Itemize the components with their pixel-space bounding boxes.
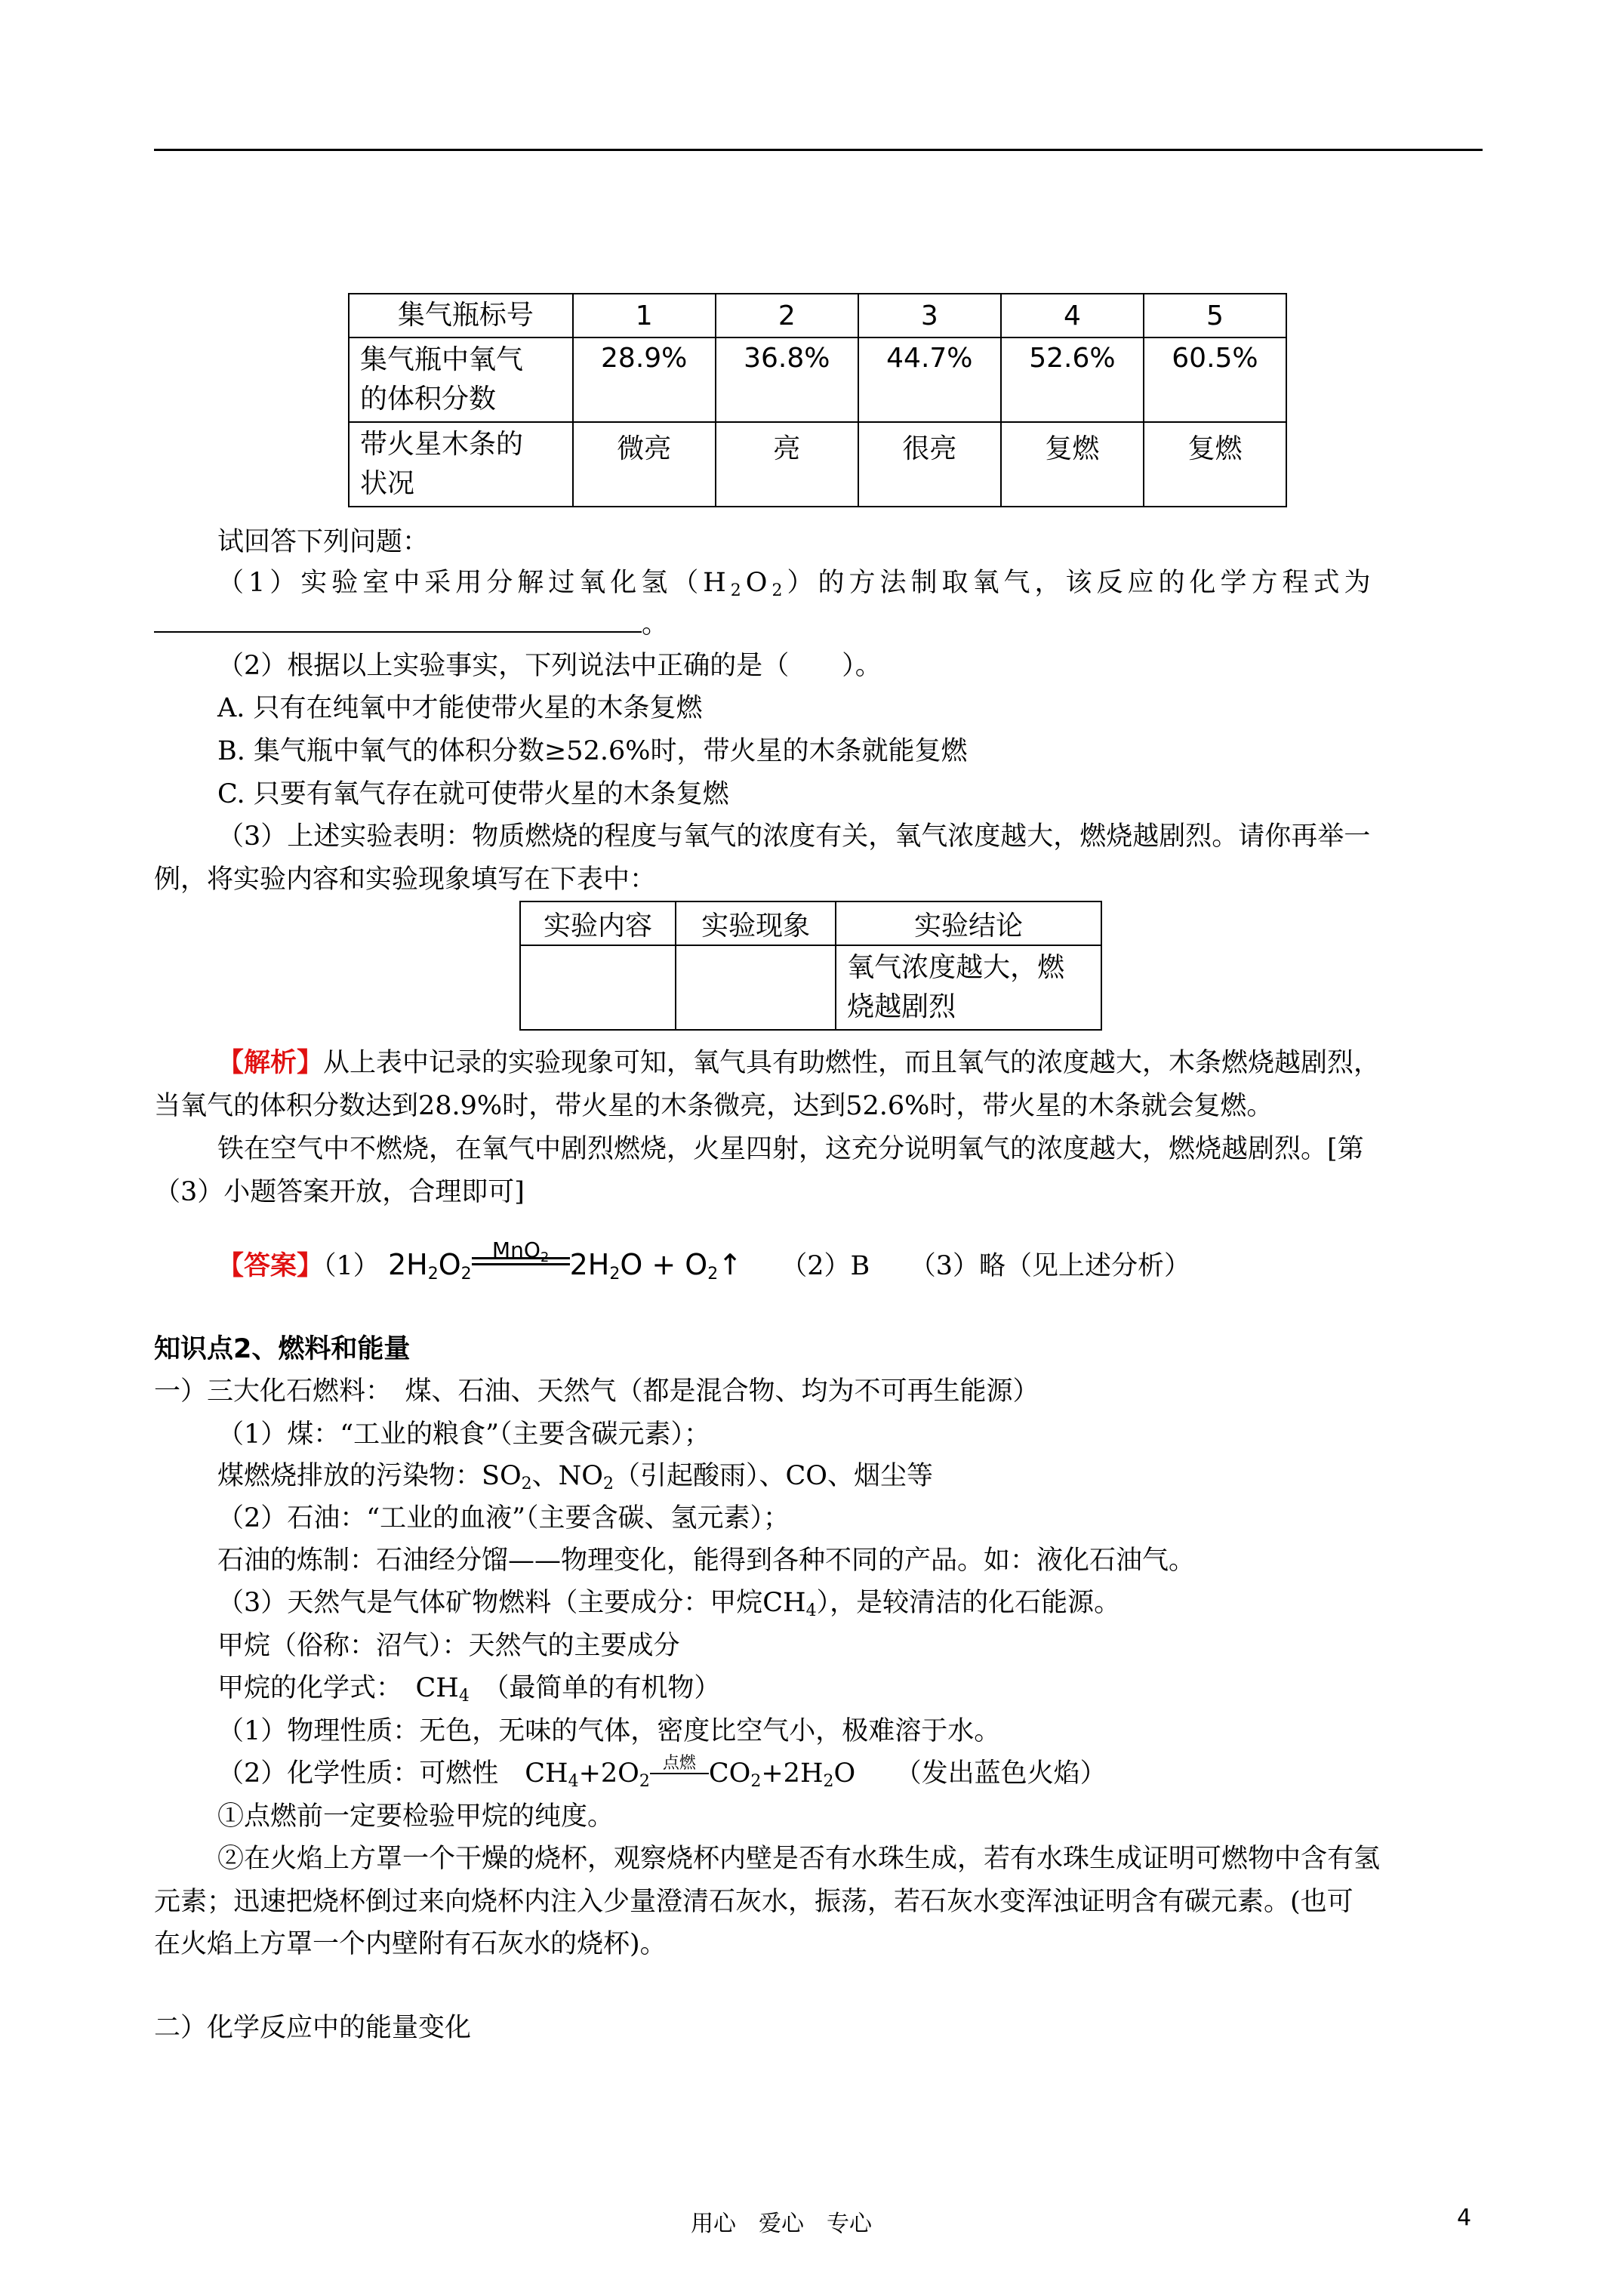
question-1-blank-line [154, 604, 668, 643]
table-cell: 复燃 [1001, 422, 1144, 507]
question-2: （2）根据以上实验事实，下列说法中正确的是（ ）。 [217, 651, 882, 681]
condition-label: 点燃 [650, 1755, 709, 1774]
oil-line2: 石油的炼制：石油经分馏——物理变化，能得到各种不同的产品。如：液化石油气。 [217, 1546, 1196, 1576]
methane-line2: 甲烷的化学式： $CH_4$ （最简单的有机物） [217, 1673, 721, 1706]
question-1 [217, 564, 1483, 602]
subscript: 2 [730, 581, 746, 600]
catalyst-label: MnO$_2$ [491, 1237, 550, 1265]
answer-text: （1） [323, 1251, 380, 1281]
oil-line1: （2）石油：“工业的血液”（主要含碳、氢元素）； [217, 1503, 790, 1533]
answer-text: （2）B （3）略（见上述分析） [781, 1251, 1190, 1281]
table-header-cell: 4 [1001, 294, 1144, 337]
table-header-cell: 实验结论 [836, 901, 1101, 945]
step-1: ①点燃前一定要检验甲烷的纯度。 [217, 1801, 614, 1832]
table-header-cell: 实验现象 [676, 901, 836, 945]
experiment-phenomenon-cell[interactable] [676, 945, 836, 1030]
option-c: C. 只要有氧气存在就可使带火星的木条复燃 [217, 779, 729, 809]
period: 。 [642, 609, 669, 639]
experiment-fill-table [519, 901, 1102, 1031]
table-cell: 微亮 [573, 422, 716, 507]
footer-text: 用心 爱心 专心 [691, 2211, 872, 2237]
label-line: 带火星木条的 [360, 429, 524, 460]
table-header-cell: 1 [573, 294, 716, 337]
answer-blank[interactable] [154, 604, 642, 633]
table-row [349, 294, 1286, 337]
table-cell: 60.5% [1144, 337, 1286, 422]
table-cell: 很亮 [858, 422, 1001, 507]
option-a: A. 只有在纯氧中才能使带火星的木条复燃 [217, 693, 703, 723]
methane-line1: 甲烷（俗称：沼气）：天然气的主要成分 [217, 1631, 680, 1661]
analysis-line4: （3）小题答案开放，合理即可] [154, 1177, 525, 1207]
gas-line1: （3）天然气是气体矿物燃料（主要成分：甲烷$CH_4$），是较清洁的化石能源。 [217, 1588, 1121, 1620]
table-header-cell: 集气瓶标号 [349, 294, 573, 337]
table-cell: 52.6% [1001, 337, 1144, 422]
section-1-title: 一）三大化石燃料： 煤、石油、天然气（都是混合物、均为不可再生能源） [154, 1376, 1039, 1407]
analysis-line2: 当氧气的体积分数达到28.9%时，带火星的木条微亮，达到52.6%时，带火星的木条就会复燃。 [154, 1091, 1273, 1121]
experiment-content-cell[interactable] [520, 945, 676, 1030]
step-2-line2: 元素；迅速把烧杯倒过来向烧杯内注入少量澄清石灰水，振荡，若石灰水变浑浊证明含有碳元素。(也可 [154, 1887, 1354, 1917]
chemical-property: （2）化学性质：可燃性 $CH_4+2O_2$ 点燃 $CO_2+2H_2O$ （发出蓝色火焰） [217, 1754, 1107, 1791]
answer-tag: 【答案】 [217, 1251, 324, 1281]
table-header-cell: 3 [858, 294, 1001, 337]
table-header-cell: 5 [1144, 294, 1286, 337]
label-line: 状况 [360, 468, 415, 499]
subscript: 2 [771, 581, 787, 600]
knowledge-point-2-title: 知识点2、燃料和能量 [154, 1334, 411, 1364]
table-row [349, 337, 1286, 422]
table-row [520, 901, 1101, 945]
table-cell: 36.8% [716, 337, 858, 422]
step-2-line3: 在火焰上方罩一个内壁附有石灰水的烧杯)。 [154, 1929, 667, 1959]
label-line: 集气瓶中氧气 [360, 344, 524, 375]
question-3-line2: 例，将实验内容和实验现象填写在下表中： [154, 864, 657, 895]
question-1-text: （1）实验室中采用分解过氧化氢（H [217, 568, 731, 598]
question-1-text: O [745, 568, 772, 598]
step-2-line1: ②在火焰上方罩一个干燥的烧杯，观察烧杯内壁是否有水珠生成，若有水珠生成证明可燃物中含有氢 [217, 1844, 1381, 1874]
label-line: 氧气浓度越大，燃 [847, 952, 1065, 983]
physical-property: （1）物理性质：无色，无味的气体，密度比空气小，极难溶于水。 [217, 1716, 1001, 1746]
table-header-cell: 2 [716, 294, 858, 337]
answer-line [217, 1237, 1190, 1291]
question-1-text: ）的方法制取氧气，该反应的化学方程式为 [787, 568, 1375, 598]
label-line: 烧越剧烈 [847, 991, 956, 1022]
experiment-conclusion-cell [836, 945, 1101, 1030]
table-row [520, 945, 1101, 1030]
coal-line2: 煤燃烧排放的污染物：$SO_2$、$NO_2$（引起酸雨）、CO、烟尘等 [217, 1461, 933, 1493]
question-3-line1: （3）上述实验表明：物质燃烧的程度与氧气的浓度有关，氧气浓度越大，燃烧越剧烈。请你再举一 [217, 821, 1371, 852]
question-intro: 试回答下列问题： [217, 527, 430, 557]
table-header-cell: 实验内容 [520, 901, 676, 945]
table-cell: 亮 [716, 422, 858, 507]
chemical-equation: $2H_2O_2$ MnO$_2$ $2H_2O$ + $O_2↑$ [388, 1248, 742, 1281]
table-cell: 28.9% [573, 337, 716, 422]
table-cell: 复燃 [1144, 422, 1286, 507]
table-row-label [349, 337, 573, 422]
option-b: B. 集气瓶中氧气的体积分数≥52.6%时，带火星的木条就能复燃 [217, 736, 968, 766]
analysis-line3: 铁在空气中不燃烧，在氧气中剧烈燃烧，火星四射，这充分说明氧气的浓度越大，燃烧越剧烈。[第 [217, 1134, 1364, 1164]
label-line: 的体积分数 [360, 384, 497, 415]
oxygen-experiment-table [348, 293, 1287, 507]
table-row-label [349, 422, 573, 507]
table-cell: 44.7% [858, 337, 1001, 422]
analysis-text: 从上表中记录的实验现象可知，氧气具有助燃性，而且氧气的浓度越大，木条燃烧越剧烈， [323, 1048, 1381, 1078]
table-row [349, 422, 1286, 507]
analysis-tag: 【解析】 [217, 1048, 324, 1078]
analysis-line1 [217, 1044, 1380, 1082]
page-number: 4 [1457, 2205, 1472, 2231]
header-rule [154, 149, 1483, 151]
section-2-title: 二）化学反应中的能量变化 [154, 2013, 472, 2043]
coal-line1: （1）煤：“工业的粮食”（主要含碳元素）； [217, 1419, 711, 1450]
